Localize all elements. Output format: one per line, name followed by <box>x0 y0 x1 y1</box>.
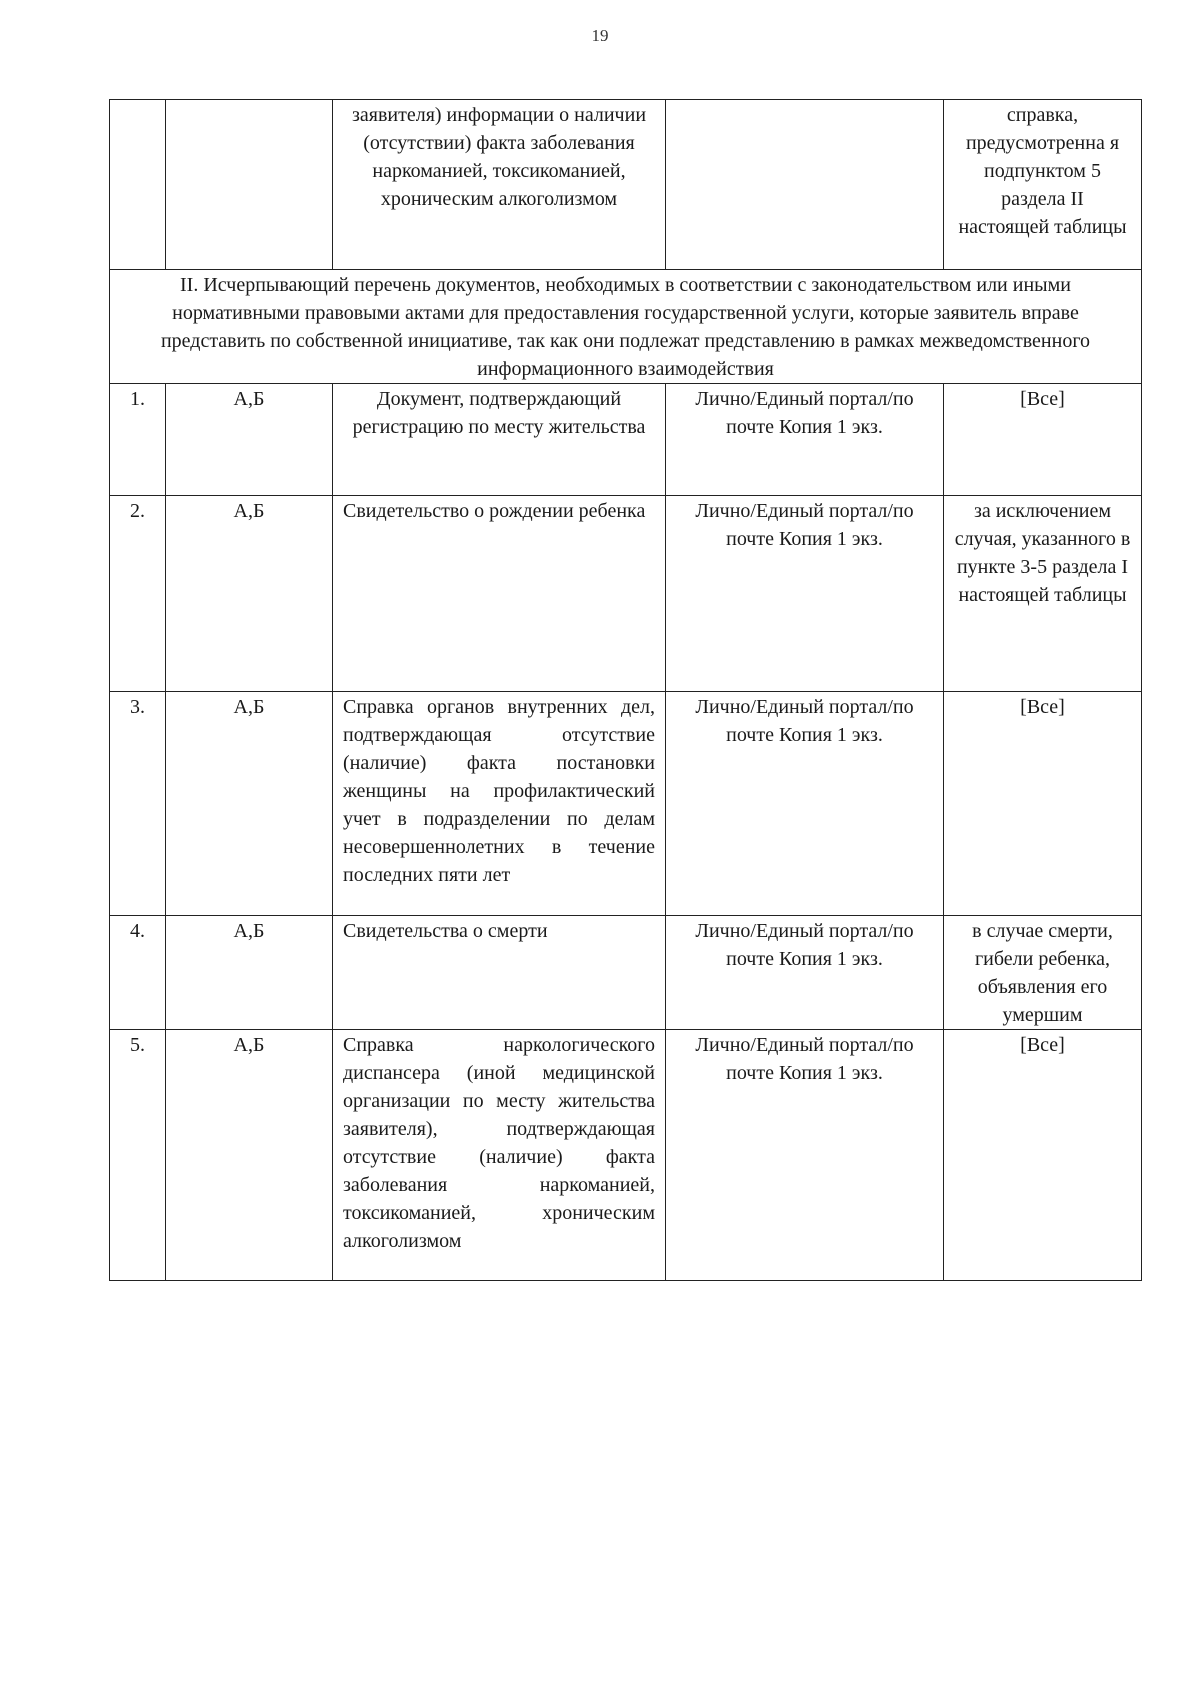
row-number <box>110 100 166 270</box>
note: за исключением случая, указанного в пункте 3-5 раздела I настоящей таблицы <box>944 496 1142 692</box>
row-number: 2. <box>110 496 166 692</box>
submission-method: Лично/Единый портал/по почте Копия 1 экз. <box>666 1030 944 1281</box>
submission-method: Лично/Единый портал/по почте Копия 1 экз. <box>666 496 944 692</box>
submission-method: Лично/Единый портал/по почте Копия 1 экз. <box>666 916 944 1030</box>
row-number: 5. <box>110 1030 166 1281</box>
row-number: 4. <box>110 916 166 1030</box>
row-number: 3. <box>110 692 166 916</box>
section-title: II. Исчерпывающий перечень документов, необходимых в соответствии с законодательством или иными нормативными правовыми актами для предоставления государственной услуги, которые заявитель вправе представить по собственной инициативе, так как они подлежат представлению в рамках межведомственного информационного взаимодействия <box>110 270 1142 384</box>
document-name: Документ, подтверждающий регистрацию по месту жительства <box>333 384 666 496</box>
table-row <box>110 496 1142 692</box>
submission-method <box>666 100 944 270</box>
table-row <box>110 1030 1142 1281</box>
applicant-category: А,Б <box>166 496 333 692</box>
section-header-row <box>110 270 1142 384</box>
note: справка, предусмотренна я подпунктом 5 раздела II настоящей таблицы <box>944 100 1142 270</box>
applicant-category: А,Б <box>166 384 333 496</box>
note: в случае смерти, гибели ребенка, объявления его умершим <box>944 916 1142 1030</box>
submission-method: Лично/Единый портал/по почте Копия 1 экз. <box>666 384 944 496</box>
documents-table <box>109 99 1142 1281</box>
table-row <box>110 692 1142 916</box>
page-number: 19 <box>591 26 609 45</box>
applicant-category: А,Б <box>166 916 333 1030</box>
submission-method: Лично/Единый портал/по почте Копия 1 экз. <box>666 692 944 916</box>
table-row <box>110 384 1142 496</box>
document-name: Свидетельства о смерти <box>333 916 666 1030</box>
row-number: 1. <box>110 384 166 496</box>
note: [Все] <box>944 1030 1142 1281</box>
table-row-continuation <box>110 100 1142 270</box>
document-name: Справка наркологического диспансера (иной медицинской организации по месту жительства заявителя), подтверждающая отсутствие (наличие) факта заболевания наркоманией, токсикоманией, хроническим алкоголизмом <box>333 1030 666 1281</box>
note: [Все] <box>944 692 1142 916</box>
applicant-category <box>166 100 333 270</box>
document-name: Свидетельство о рождении ребенка <box>333 496 666 692</box>
applicant-category: А,Б <box>166 692 333 916</box>
applicant-category: А,Б <box>166 1030 333 1281</box>
document-name: заявителя) информации о наличии (отсутствии) факта заболевания наркоманией, токсикоманией, хроническим алкоголизмом <box>333 100 666 270</box>
table-row <box>110 916 1142 1030</box>
note: [Все] <box>944 384 1142 496</box>
document-name: Справка органов внутренних дел, подтверждающая отсутствие (наличие) факта постановки женщины на профилактический учет в подразделении по делам несовершеннолетних в течение последних пяти лет <box>333 692 666 916</box>
